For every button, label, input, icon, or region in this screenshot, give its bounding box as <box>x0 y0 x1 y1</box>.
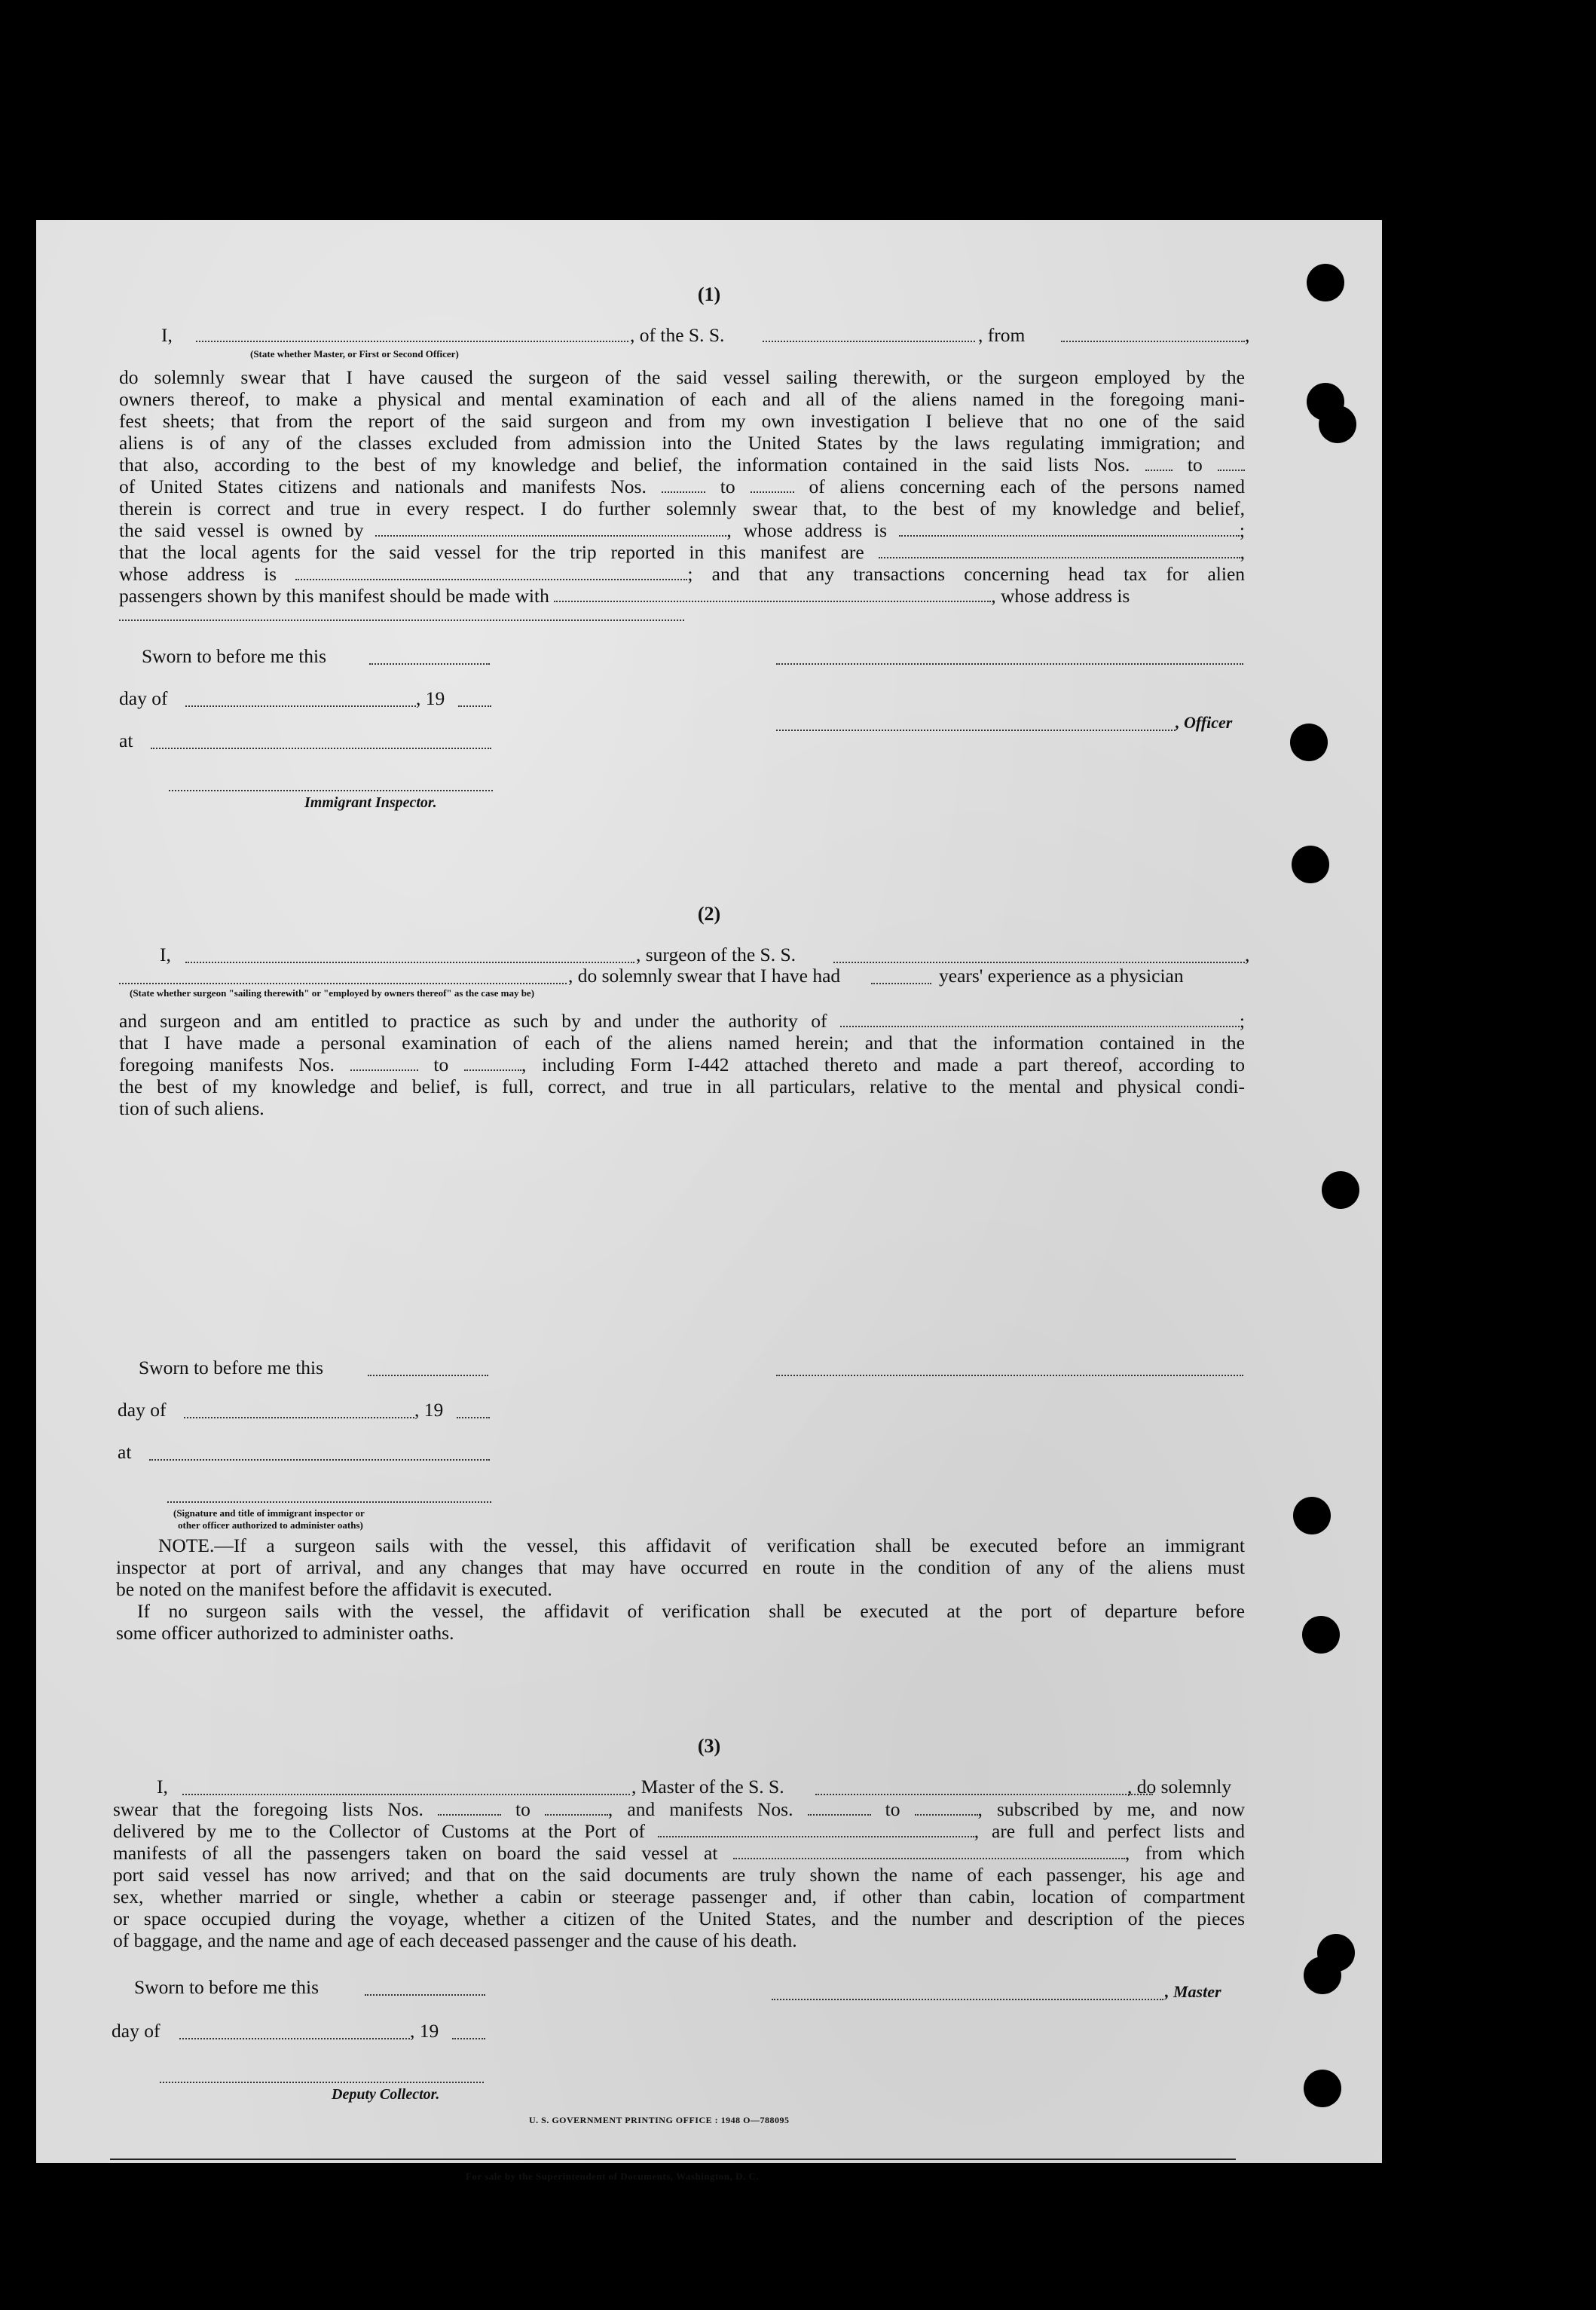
s2-l5b: to <box>433 1054 449 1075</box>
s2-l2b: years' experience as a physician <box>939 965 1184 987</box>
s3-month-field[interactable] <box>179 2038 410 2039</box>
s2-i-label: I, <box>160 944 171 965</box>
s3-manifests-from-field[interactable] <box>808 1801 871 1816</box>
printing-office-note: U. S. GOVERNMENT PRINTING OFFICE : 1948 O—788095 <box>529 2115 790 2125</box>
s2-sworn-label: Sworn to before me this <box>139 1357 324 1378</box>
s1-year-field[interactable] <box>458 705 491 707</box>
s3-year-label: , 19 <box>410 2020 439 2042</box>
section-1-number: (1) <box>697 283 721 305</box>
s1-headtax-address-field[interactable] <box>119 620 684 621</box>
s1-manifests-from-field[interactable] <box>662 478 705 493</box>
s1-owner-address-field[interactable] <box>899 522 1240 537</box>
sale-note: For sale by the Superintendent of Documents, Washington, D. C. <box>466 2171 760 2182</box>
s3-l4b: , from which <box>1124 1842 1246 1864</box>
s3-line: sex, whether married or single, whether a cabin or steerage passenger and, if other than cabin, location of compartment <box>113 1886 1245 1908</box>
s1-officer-signature-line-2[interactable] <box>776 730 1176 731</box>
s2-l2a: , do solemnly swear that I have had <box>568 965 841 987</box>
section-2-number: (2) <box>697 903 721 925</box>
s1-inspector-signature-line[interactable] <box>169 790 493 791</box>
s2-authority-field[interactable] <box>840 1012 1240 1027</box>
s2-surgeon-of-label: , surgeon of the S. S. <box>636 944 796 965</box>
s1-l9a: that the local agents for the said vessel for the trip reported in this manifest are <box>119 541 864 563</box>
s2-l3a: and surgeon and am entitled to practice as such by and under the authority of <box>119 1010 827 1032</box>
s2-years-field[interactable] <box>871 983 931 984</box>
s1-sworn-label: Sworn to before me this <box>142 645 327 667</box>
s3-line <box>113 1820 1245 1842</box>
s2-note-line: NOTE.—If a surgeon sails with the vessel, this affidavit of verification shall be executed before an immigrant <box>158 1534 1245 1556</box>
punch-hole <box>1292 846 1329 883</box>
s1-l11b: , whose address is <box>991 585 1130 607</box>
s2-line: that I have made a personal examination of each of the aliens named herein; and that the information contained in the <box>119 1032 1245 1054</box>
s3-lists-from-field[interactable] <box>438 1801 501 1816</box>
s1-l10b: ; and that any transactions concerning head tax for alien <box>687 563 1246 585</box>
s3-year-field[interactable] <box>452 2038 485 2039</box>
s1-line: do solemnly swear that I have caused the surgeon of the said vessel sailing therewith, or the surgeon employed by the <box>119 366 1245 388</box>
s1-l5b: to <box>1187 454 1203 476</box>
s2-line <box>119 1010 1245 1032</box>
s3-master-label: , Master <box>1165 1982 1221 2001</box>
punch-hole <box>1302 1616 1340 1654</box>
s2-line: tion of such aliens. <box>119 1097 264 1119</box>
s1-vessel-name-field[interactable] <box>763 341 975 342</box>
s1-officer-label: , Officer <box>1176 713 1233 732</box>
s1-of-ss-label: , of the S. S. <box>630 324 725 346</box>
s3-dayof-label: day of <box>112 2020 161 2042</box>
punch-hole <box>1293 1497 1331 1534</box>
s2-surgeon-name-field[interactable] <box>185 962 634 963</box>
s1-headtax-field[interactable] <box>554 587 991 602</box>
s3-line: or space occupied during the voyage, whether a citizen of the United States, and the number and description of the pieces <box>113 1908 1245 1929</box>
s2-l5c: , including Form I-442 attached thereto and made a part thereof, according to <box>521 1054 1246 1075</box>
s1-line <box>119 585 1245 607</box>
s2-note-line: inspector at port of arrival, and any changes that may have occurred en route in the condition of any of the aliens must <box>116 1556 1245 1578</box>
s2-sig-note-1: (Signature and title of immigrant inspector or <box>173 1507 365 1519</box>
punch-hole <box>1322 1171 1359 1209</box>
s1-line1-end: , <box>1245 324 1250 346</box>
s1-line <box>119 563 1245 585</box>
s1-lists-from-field[interactable] <box>1145 456 1173 471</box>
s3-line: port said vessel has now arrived; and that on the said documents are truly shown the name of each passenger, his age and <box>113 1864 1245 1886</box>
s2-year-label: , 19 <box>414 1399 444 1421</box>
s1-i-label: I, <box>161 324 173 346</box>
section-3-number: (3) <box>697 1735 721 1757</box>
s2-oath-paragraph <box>119 1010 1245 1119</box>
s1-line <box>119 476 1245 497</box>
s2-dayof-label: day of <box>118 1399 167 1421</box>
s2-line <box>119 1054 1245 1075</box>
punch-hole <box>1304 1957 1341 1994</box>
s1-l6a: of United States citizens and nationals and manifests Nos. <box>119 476 647 497</box>
s2-sig-note-2: other officer authorized to administer oaths) <box>178 1519 363 1531</box>
s1-oath-paragraph <box>119 366 1245 607</box>
s3-lists-to-field[interactable] <box>545 1801 608 1816</box>
s3-vessel-field[interactable] <box>815 1794 1153 1795</box>
s1-from-label: , from <box>978 324 1026 346</box>
s1-l8a: the said vessel is owned by <box>119 519 364 541</box>
punch-hole <box>1304 2070 1341 2107</box>
s3-solemnly-label: , do solemnly <box>1127 1776 1232 1798</box>
s1-line <box>119 519 1245 541</box>
s1-agents-address-field[interactable] <box>295 565 687 580</box>
s2-line1-end: , <box>1245 944 1250 965</box>
s3-master-name-field[interactable] <box>182 1794 630 1795</box>
s2-manifests-to-field[interactable] <box>464 1056 521 1071</box>
s3-sworn-date-field[interactable] <box>365 1994 485 1996</box>
s2-vessel-field[interactable] <box>833 962 1245 963</box>
s2-at-field[interactable] <box>149 1459 490 1461</box>
s2-at-label: at <box>118 1441 132 1463</box>
s1-l8b: , whose address is <box>726 519 888 541</box>
s2-note-line: some officer authorized to administer oaths. <box>116 1622 454 1644</box>
s3-l2a: swear that the foregoing lists Nos. <box>113 1798 423 1820</box>
s1-line: fest sheets; that from the report of the said surgeon and from my own investigation I believe that no one of the said <box>119 410 1245 432</box>
s2-sworn-date-field[interactable] <box>368 1375 488 1376</box>
s2-surgeon-signature-line[interactable] <box>776 1375 1243 1376</box>
s3-l4a: manifests of all the passengers taken on board the said vessel at <box>113 1842 718 1864</box>
punch-hole <box>1290 724 1328 761</box>
punch-hole <box>1319 405 1356 443</box>
s1-at-label: at <box>119 730 133 751</box>
s1-dayof-label: day of <box>119 687 168 709</box>
s2-manifests-from-field[interactable] <box>350 1056 418 1071</box>
s1-officer-signature-line-1[interactable] <box>776 663 1243 665</box>
form-sheet <box>36 220 1382 2182</box>
s3-l3a: delivered by me to the Collector of Customs at the Port of <box>113 1820 645 1842</box>
s2-l5a: foregoing manifests Nos. <box>119 1054 335 1075</box>
s1-l6c: of aliens concerning each of the persons named <box>809 476 1246 497</box>
s1-sworn-date-field[interactable] <box>369 663 490 665</box>
s3-i-label: I, <box>157 1776 168 1798</box>
s2-year-field[interactable] <box>457 1417 490 1418</box>
s1-rank-note: (State whether Master, or First or Second Officer) <box>250 348 459 360</box>
s1-manifests-to-field[interactable] <box>751 478 794 493</box>
s3-oath-paragraph <box>113 1798 1245 1951</box>
s1-year-label: , 19 <box>416 687 445 709</box>
footer-rule <box>110 2159 1236 2160</box>
s3-l2b: to <box>515 1798 530 1820</box>
s1-l8c: ; <box>1239 519 1246 541</box>
s3-port-field[interactable] <box>658 1822 974 1837</box>
s2-month-field[interactable] <box>184 1417 414 1418</box>
s3-l2c: , and manifests Nos. <box>607 1798 793 1820</box>
s1-line: therein is correct and true in every respect. I do further solemnly swear that, to the best of my knowledge and belief, <box>119 497 1245 519</box>
s1-lists-to-field[interactable] <box>1218 456 1245 471</box>
s3-master-signature-line[interactable] <box>772 1999 1163 2000</box>
s3-l3b: , are full and perfect lists and <box>974 1820 1245 1842</box>
s2-surgeon-status-field[interactable] <box>119 983 567 984</box>
s1-l5a: that also, according to the best of my knowledge and belief, the information contained in the said lists Nos. <box>119 454 1130 476</box>
s3-l2d: to <box>885 1798 900 1820</box>
s3-line: of baggage, and the name and age of each deceased passenger and the cause of his death. <box>113 1929 797 1951</box>
s1-officer-rank-field[interactable] <box>196 341 628 342</box>
s1-line <box>119 541 1245 563</box>
s1-owner-field[interactable] <box>375 522 726 537</box>
s1-agents-field[interactable] <box>879 543 1240 558</box>
s3-boarding-port-field[interactable] <box>733 1844 1125 1859</box>
s1-l9b: , <box>1240 541 1246 563</box>
s1-inspector-label: Immigrant Inspector. <box>304 794 437 811</box>
s3-line <box>113 1798 1245 1820</box>
s3-sworn-label: Sworn to before me this <box>134 1976 320 1998</box>
s1-line <box>119 454 1245 476</box>
s3-deputy-signature-line[interactable] <box>160 2082 484 2083</box>
s2-note-paragraph <box>116 1534 1245 1644</box>
s2-status-note: (State whether surgeon "sailing therewith" or "employed by owners thereof" as the case may be) <box>130 987 535 999</box>
s2-line: the best of my knowledge and belief, is full, correct, and true in all particulars, relative to the mental and physical condi- <box>119 1075 1245 1097</box>
s3-deputy-label: Deputy Collector. <box>332 2086 440 2103</box>
s1-month-field[interactable] <box>185 705 416 707</box>
s1-line: aliens is of any of the classes excluded from admission into the United States by the laws regulating immigration; and <box>119 432 1245 454</box>
s3-master-of-label: , Master of the S. S. <box>631 1776 784 1798</box>
s1-l10a: whose address is <box>119 563 277 585</box>
s1-at-field[interactable] <box>151 748 491 749</box>
s1-l6b: to <box>720 476 735 497</box>
s2-l3b: ; <box>1239 1010 1245 1032</box>
s1-from-port-field[interactable] <box>1061 341 1245 342</box>
s3-manifests-to-field[interactable] <box>915 1801 978 1816</box>
s3-l2e: , subscribed by me, and now <box>977 1798 1246 1820</box>
s1-l11a: passengers shown by this manifest should be made with <box>119 585 549 607</box>
s2-note-line: be noted on the manifest before the affidavit is executed. <box>116 1578 552 1600</box>
s2-official-signature-line[interactable] <box>167 1501 491 1503</box>
s3-line <box>113 1842 1245 1864</box>
s2-note-line: If no surgeon sails with the vessel, the affidavit of verification shall be executed at the port of departure before <box>137 1600 1245 1622</box>
s1-line: owners thereof, to make a physical and mental examination of each and all of the aliens named in the foregoing mani- <box>119 388 1245 410</box>
